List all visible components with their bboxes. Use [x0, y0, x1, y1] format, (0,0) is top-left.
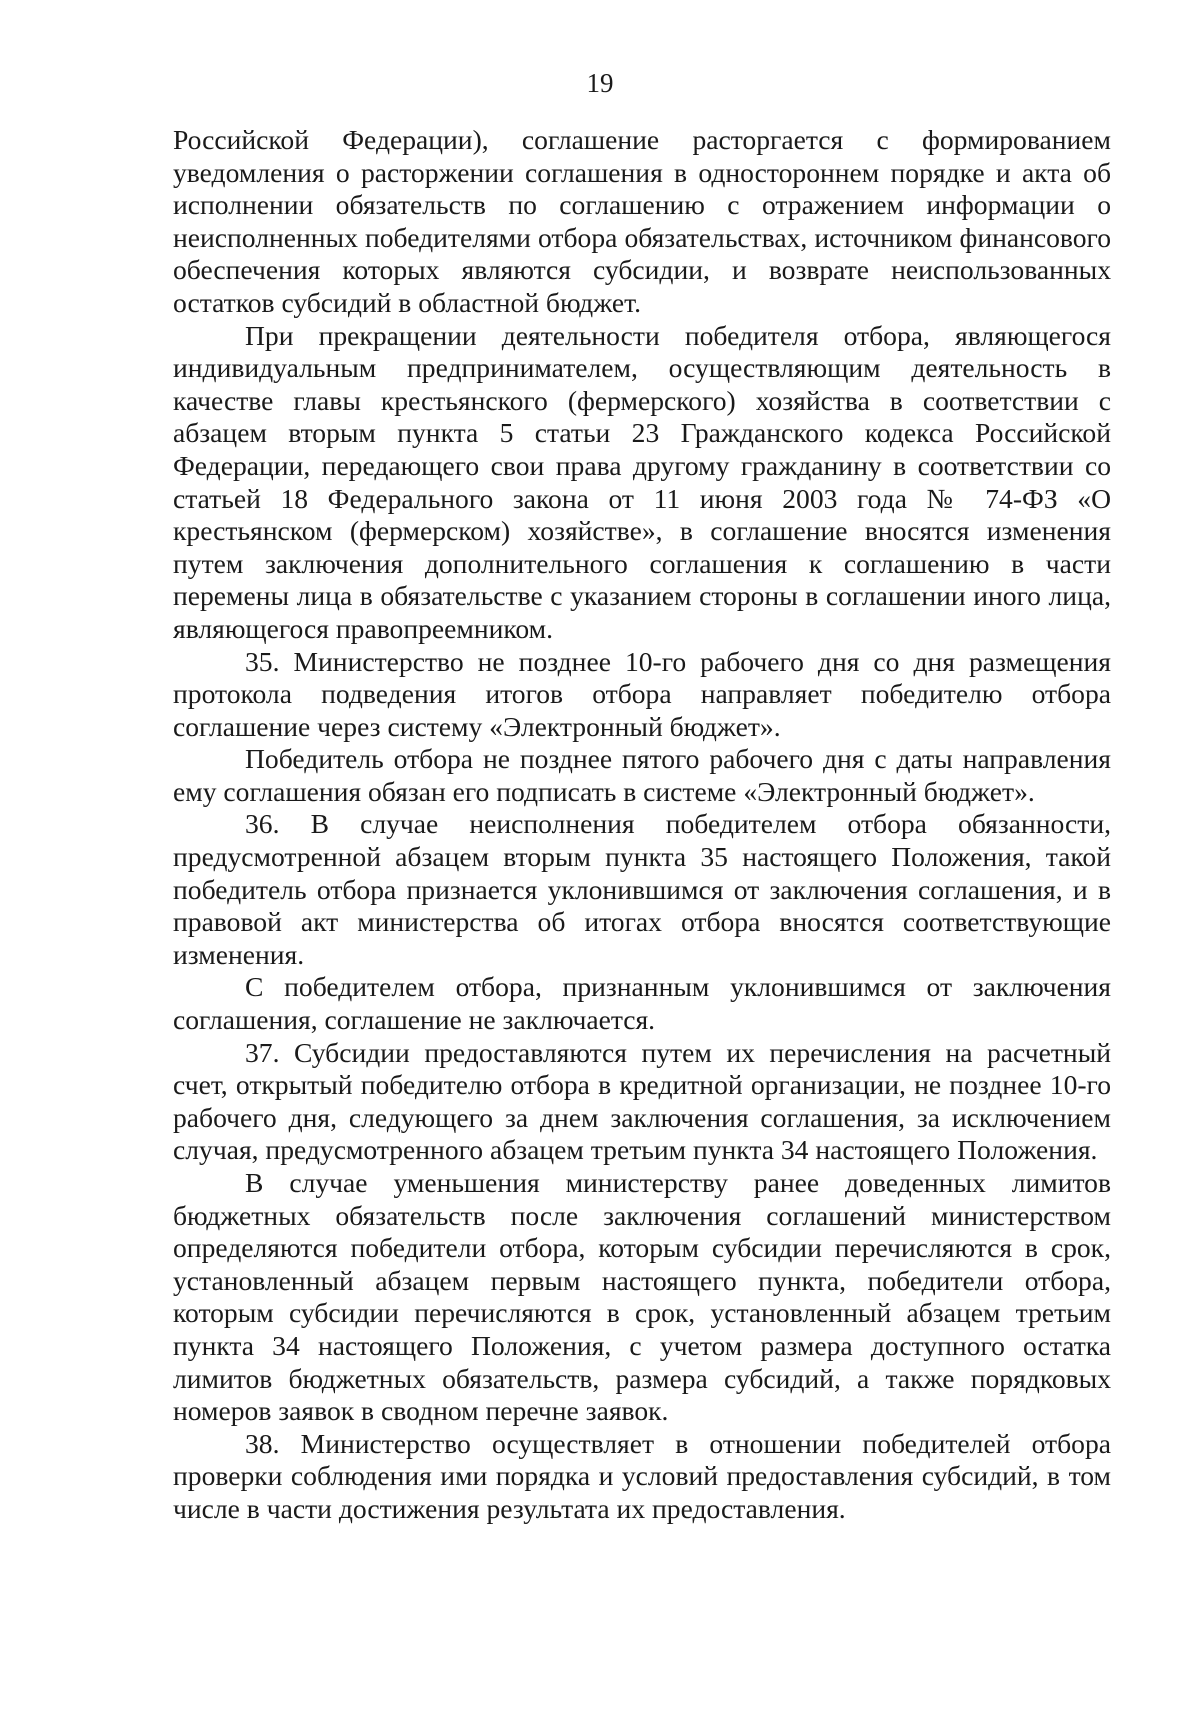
- page-number: 19: [586, 68, 614, 98]
- paragraph-clause-35-signing: Победитель отбора не позднее пятого рабочего дня с даты направления ему соглашения обязан его подписать в системе «Электронный бюджет».: [173, 743, 1111, 807]
- document-body: [173, 124, 1111, 1526]
- paragraph-successor-rights: При прекращении деятельности победителя отбора, являющегося индивидуальным предпринимателем, осуществляющим деятельность в качестве главы крестьянского (фермерского) хозяйства в соответствии с абзацем вторым пункта 5 статьи 23 Гражданского кодекса Российской Федерации, передающего свои права другому гражданину в соответствии со статьей 18 Федерального закона от 11 июня 2003 года № 74-ФЗ «О крестьянском (фермерском) хозяйстве», в соглашение вносятся изменения путем заключения дополнительного соглашения к соглашению в части перемены лица в обязательстве с указанием стороны в соглашении иного лица, являющегося правопреемником.: [173, 319, 1111, 644]
- paragraph-clause-38: 38. Министерство осуществляет в отношении победителей отбора проверки соблюдения ими порядка и условий предоставления субсидий, в том числе в части достижения результата их предоставления.: [173, 1427, 1111, 1524]
- paragraph-continuation: Российской Федерации), соглашение расторгается с формированием уведомления о расторжении соглашения в одностороннем порядке и акта об исполнении обязательств по соглашению с отражением информации о неисполненных победителями отбора обязательствах, источником финансового обеспечения которых являются субсидии, и возврате неиспользованных остатков субсидий в областной бюджет.: [173, 124, 1111, 318]
- paragraph-clause-37: 37. Субсидии предоставляются путем их перечисления на расчетный счет, открытый победителю отбора в кредитной организации, не позднее 10-го рабочего дня, следующего за днем заключения соглашения, за исключением случая, предусмотренного абзацем третьим пункта 34 настоящего Положения.: [173, 1036, 1111, 1166]
- paragraph-clause-36-no-agreement: С победителем отбора, признанным уклонившимся от заключения соглашения, соглашение не заключается.: [173, 971, 1111, 1036]
- paragraph-clause-35: 35. Министерство не позднее 10-го рабочего дня со дня размещения протокола подведения итогов отбора направляет победителю отбора соглашение через систему «Электронный бюджет».: [173, 645, 1111, 742]
- paragraph-clause-36: 36. В случае неисполнения победителем отбора обязанности, предусмотренной абзацем вторым пункта 35 настоящего Положения, такой победитель отбора признается уклонившимся от заключения соглашения, и в правовой акт министерства об итогах отбора вносятся соответствующие изменения.: [173, 808, 1111, 970]
- paragraph-clause-37-limits: В случае уменьшения министерству ранее доведенных лимитов бюджетных обязательств после заключения соглашений министерством определяются победители отбора, которым субсидии перечисляются в срок, установленный абзацем первым настоящего пункта, победители отбора, которым субсидии перечисляются в срок, установленный абзацем третьим пункта 34 настоящего Положения, с учетом размера доступного остатка лимитов бюджетных обязательств, размера субсидий, а также порядковых номеров заявок в сводном перечне заявок.: [173, 1167, 1111, 1427]
